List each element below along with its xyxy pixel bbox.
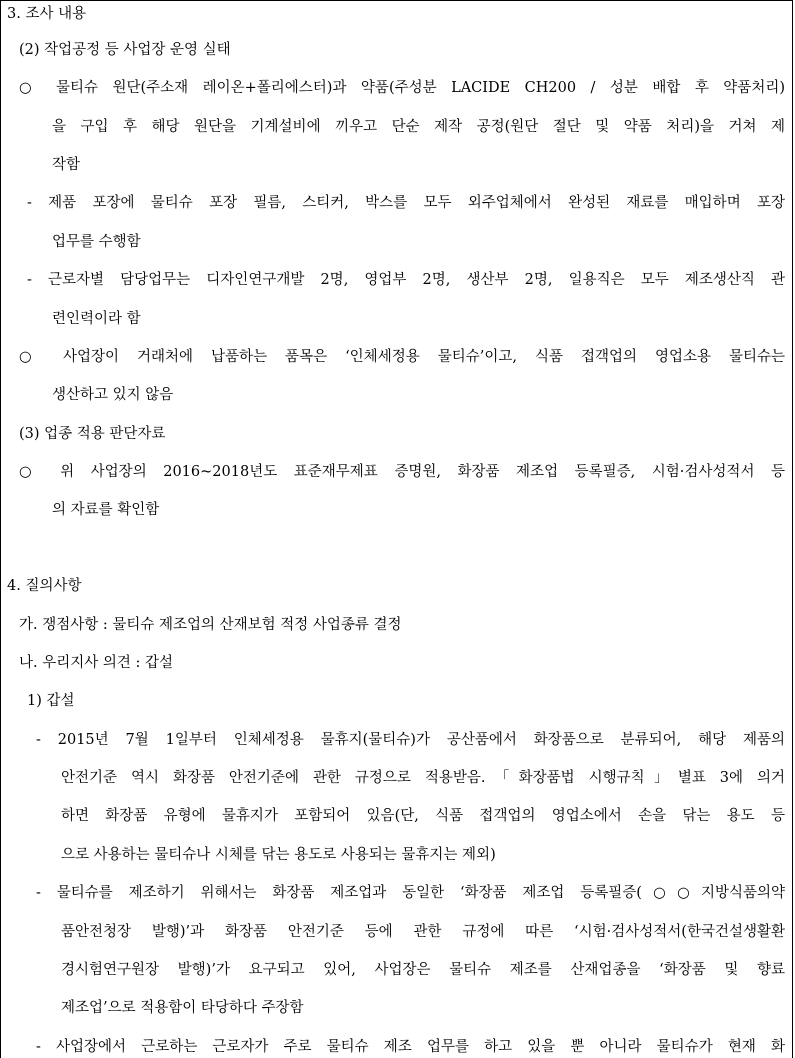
point-2-line-3: 경시험연구원장 발행)’가 요구되고 있어, 사업장은 물티슈 제조를 산재업종을 ‘화장품 및 향료	[61, 962, 785, 978]
point-3-line-1: - 사업장에서 근로하는 근로자가 주로 물티슈 제조 업무를 하고 있을 뿐 아니라 물티슈가 현재 화	[36, 1039, 785, 1055]
section-4-heading: 4. 질의사항	[7, 578, 82, 594]
bullet-2-line-2: 생산하고 있지 않음	[52, 387, 174, 403]
dash-2-line-1: - 근로자별 담당업무는 디자인연구개발 2명, 영업부 2명, 생산부 2명, 일용직은 모두 제조생산직 관	[27, 272, 785, 288]
dash-1-line-1: - 제품 포장에 물티슈 포장 필름, 스티커, 박스를 모두 외주업체에서 완성된 재료를 매입하며 포장	[27, 195, 785, 211]
point-1-line-3: 하면 화장품 유형에 물휴지가 포함되어 있음(단, 식품 접객업의 영업소에서 손을 닦는 용도 등	[61, 808, 785, 824]
subsection-2-heading: (2) 작업공정 등 사업장 운영 실태	[19, 42, 231, 58]
point-2-line-4: 제조업’으로 적용함이 타당하다 주장함	[61, 1000, 304, 1016]
bullet-1-line-3: 작함	[52, 157, 81, 173]
bullet-3-line-2: 의 자료를 확인함	[52, 502, 160, 518]
branch-opinion-line: 나. 우리지사 의견 : 갑설	[19, 655, 173, 671]
issue-line: 가. 쟁점사항 : 물티슈 제조업의 산재보험 적정 사업종류 결정	[19, 617, 402, 633]
item-1-heading: 1) 갑설	[27, 693, 75, 709]
bullet-1-line-2: 을 구입 후 해당 원단을 기계설비에 끼우고 단순 제작 공정(원단 절단 및 약품 처리)을 거쳐 제	[52, 119, 785, 135]
bullet-1-line-1: ○ 물티슈 원단(주소재 레이온+폴리에스터)과 약품(주성분 LACIDE CH200 / 성분 배합 후 약품처리)	[19, 80, 785, 96]
bullet-2-line-1: ○ 사업장이 거래처에 납품하는 품목은 ‘인체세정용 물티슈’이고, 식품 접객업의 영업소용 물티슈는	[19, 349, 785, 365]
section-3-heading: 3. 조사 내용	[7, 6, 87, 22]
point-1-line-2: 안전기준 역시 화장품 안전기준에 관한 규정으로 적용받음.「화장품법 시행규칙」별표 3에 의거	[61, 770, 785, 786]
dash-1-line-2: 업무를 수행함	[52, 234, 141, 250]
subsection-3-heading: (3) 업종 적용 판단자료	[19, 426, 166, 442]
dash-2-line-2: 련인력이라 함	[52, 311, 141, 327]
point-2-line-2: 품안전청장 발행)’과 화장품 안전기준 등에 관한 규정에 따른 ‘시험·검사성적서(한국건설생활환	[61, 924, 785, 940]
point-1-line-4: 으로 사용하는 물티슈나 시체를 닦는 용도로 사용되는 물휴지는 제외)	[61, 847, 496, 863]
point-2-line-1: - 물티슈를 제조하기 위해서는 화장품 제조업과 동일한 ‘화장품 제조업 등록필증(○○지방식품의약	[36, 885, 785, 901]
bullet-3-line-1: ○ 위 사업장의 2016~2018년도 표준재무제표 증명원, 화장품 제조업 등록필증, 시험·검사성적서 등	[19, 464, 785, 480]
point-1-line-1: - 2015년 7월 1일부터 인체세정용 물휴지(물티슈)가 공산품에서 화장품으로 분류되어, 해당 제품의	[36, 732, 785, 748]
